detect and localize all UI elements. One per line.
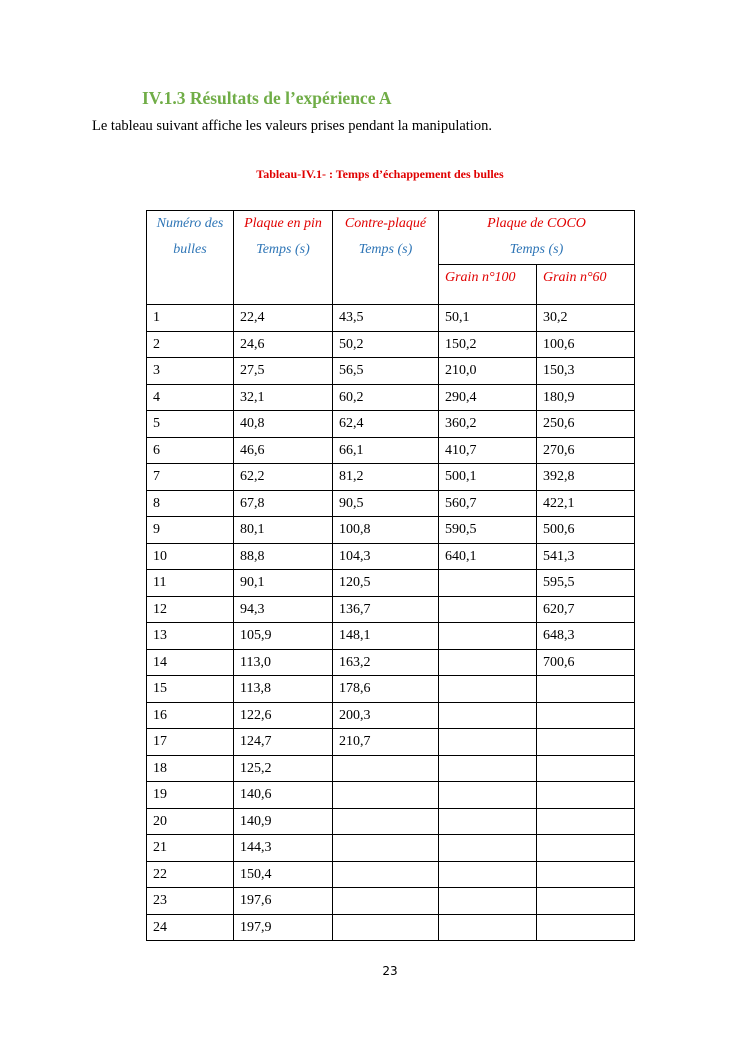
pine-time-cell: 140,6 (234, 782, 333, 809)
table-row (147, 888, 635, 915)
bubble-number-cell: 15 (147, 676, 234, 703)
pine-time-cell: 27,5 (234, 358, 333, 385)
plywood-time-cell: 148,1 (333, 623, 439, 650)
coco-grain100-cell: 150,2 (439, 331, 537, 358)
coco-grain60-cell (537, 702, 635, 729)
header-pine-plate (234, 211, 333, 305)
coco-grain100-cell (439, 676, 537, 703)
header-pine-plate-title: Plaque en pin (244, 216, 322, 231)
header-grain-100: Grain n°100 (439, 264, 537, 304)
plywood-time-cell: 200,3 (333, 702, 439, 729)
plywood-time-cell: 56,5 (333, 358, 439, 385)
bubble-number-cell: 12 (147, 596, 234, 623)
coco-grain100-cell: 210,0 (439, 358, 537, 385)
plywood-time-cell: 66,1 (333, 437, 439, 464)
bubble-number-cell: 18 (147, 755, 234, 782)
bubble-number-cell: 5 (147, 411, 234, 438)
bubble-number-cell: 3 (147, 358, 234, 385)
coco-grain100-cell (439, 808, 537, 835)
table-caption: Tableau-IV.1- : Temps d’échappement des bulles (256, 167, 504, 181)
table-row (147, 676, 635, 703)
pine-time-cell: 144,3 (234, 835, 333, 862)
plywood-time-cell: 100,8 (333, 517, 439, 544)
table-row (147, 649, 635, 676)
plywood-time-cell: 81,2 (333, 464, 439, 491)
bubble-number-cell: 1 (147, 305, 234, 332)
bubble-number-cell: 9 (147, 517, 234, 544)
coco-grain60-cell (537, 676, 635, 703)
coco-grain60-cell: 100,6 (537, 331, 635, 358)
table-row (147, 835, 635, 862)
table-row (147, 437, 635, 464)
header-plywood (333, 211, 439, 305)
pine-time-cell: 197,6 (234, 888, 333, 915)
table-header (147, 211, 635, 305)
pine-time-cell: 124,7 (234, 729, 333, 756)
table-row (147, 358, 635, 385)
bubble-number-cell: 11 (147, 570, 234, 597)
table-row (147, 729, 635, 756)
plywood-time-cell: 50,2 (333, 331, 439, 358)
intro-paragraph: Le tableau suivant affiche les valeurs prises pendant la manipulation. (92, 118, 492, 134)
section-heading: IV.1.3 Résultats de l’expérience A (142, 88, 392, 108)
results-table (146, 210, 635, 941)
coco-grain60-cell (537, 755, 635, 782)
table-row (147, 543, 635, 570)
coco-grain100-cell: 590,5 (439, 517, 537, 544)
coco-grain100-cell (439, 702, 537, 729)
coco-grain100-cell (439, 914, 537, 941)
coco-grain100-cell (439, 623, 537, 650)
coco-grain100-cell (439, 729, 537, 756)
coco-grain60-cell (537, 808, 635, 835)
coco-grain100-cell: 560,7 (439, 490, 537, 517)
bubble-number-cell: 24 (147, 914, 234, 941)
table-row (147, 411, 635, 438)
pine-time-cell: 105,9 (234, 623, 333, 650)
plywood-time-cell (333, 782, 439, 809)
pine-time-cell: 125,2 (234, 755, 333, 782)
pine-time-cell: 46,6 (234, 437, 333, 464)
table-row (147, 755, 635, 782)
coco-grain60-cell (537, 782, 635, 809)
bubble-number-cell: 7 (147, 464, 234, 491)
coco-grain100-cell: 290,4 (439, 384, 537, 411)
pine-time-cell: 113,8 (234, 676, 333, 703)
pine-time-cell: 150,4 (234, 861, 333, 888)
header-coco-plate (439, 211, 635, 265)
plywood-time-cell (333, 755, 439, 782)
plywood-time-cell: 120,5 (333, 570, 439, 597)
table-row (147, 623, 635, 650)
header-coco-plate-title: Plaque de COCO (487, 216, 586, 231)
bubble-number-cell: 13 (147, 623, 234, 650)
header-pine-plate-unit: Temps (s) (256, 242, 310, 257)
page-number: 23 (382, 964, 398, 978)
coco-grain100-cell (439, 755, 537, 782)
bubble-number-cell: 8 (147, 490, 234, 517)
coco-grain100-cell: 410,7 (439, 437, 537, 464)
coco-grain100-cell: 50,1 (439, 305, 537, 332)
bubble-number-cell: 10 (147, 543, 234, 570)
bubble-number-cell: 20 (147, 808, 234, 835)
plywood-time-cell: 136,7 (333, 596, 439, 623)
plywood-time-cell (333, 888, 439, 915)
coco-grain100-cell: 360,2 (439, 411, 537, 438)
table-row (147, 517, 635, 544)
bubble-number-cell: 17 (147, 729, 234, 756)
plywood-time-cell: 62,4 (333, 411, 439, 438)
coco-grain100-cell (439, 596, 537, 623)
header-plywood-title: Contre-plaqué (344, 216, 427, 231)
pine-time-cell: 113,0 (234, 649, 333, 676)
coco-grain60-cell: 392,8 (537, 464, 635, 491)
header-grain-60: Grain n°60 (537, 264, 635, 304)
plywood-time-cell (333, 861, 439, 888)
plywood-time-cell: 210,7 (333, 729, 439, 756)
coco-grain100-cell (439, 835, 537, 862)
pine-time-cell: 90,1 (234, 570, 333, 597)
table-row (147, 464, 635, 491)
pine-time-cell: 62,2 (234, 464, 333, 491)
pine-time-cell: 40,8 (234, 411, 333, 438)
coco-grain60-cell: 648,3 (537, 623, 635, 650)
table-row (147, 808, 635, 835)
coco-grain60-cell: 250,6 (537, 411, 635, 438)
coco-grain60-cell: 180,9 (537, 384, 635, 411)
pine-time-cell: 80,1 (234, 517, 333, 544)
coco-grain100-cell (439, 888, 537, 915)
coco-grain100-cell (439, 649, 537, 676)
coco-grain60-cell: 620,7 (537, 596, 635, 623)
coco-grain60-cell: 270,6 (537, 437, 635, 464)
pine-time-cell: 32,1 (234, 384, 333, 411)
coco-grain100-cell (439, 861, 537, 888)
header-bubble-number-line1: Numéro des (156, 216, 224, 231)
header-plywood-unit: Temps (s) (358, 242, 413, 257)
bubble-number-cell: 21 (147, 835, 234, 862)
table-row (147, 490, 635, 517)
pine-time-cell: 24,6 (234, 331, 333, 358)
bubble-number-cell: 16 (147, 702, 234, 729)
coco-grain60-cell: 422,1 (537, 490, 635, 517)
plywood-time-cell: 163,2 (333, 649, 439, 676)
pine-time-cell: 94,3 (234, 596, 333, 623)
pine-time-cell: 197,9 (234, 914, 333, 941)
pine-time-cell: 67,8 (234, 490, 333, 517)
coco-grain100-cell: 500,1 (439, 464, 537, 491)
bubble-number-cell: 22 (147, 861, 234, 888)
pine-time-cell: 22,4 (234, 305, 333, 332)
table-row (147, 384, 635, 411)
coco-grain60-cell: 700,6 (537, 649, 635, 676)
coco-grain60-cell: 500,6 (537, 517, 635, 544)
header-bubble-number-line2: bulles (173, 242, 207, 257)
plywood-time-cell: 90,5 (333, 490, 439, 517)
table-row (147, 570, 635, 597)
coco-grain60-cell (537, 835, 635, 862)
bubble-number-cell: 6 (147, 437, 234, 464)
plywood-time-cell: 60,2 (333, 384, 439, 411)
coco-grain100-cell (439, 782, 537, 809)
table-row (147, 702, 635, 729)
bubble-number-cell: 19 (147, 782, 234, 809)
table-row (147, 914, 635, 941)
plywood-time-cell (333, 914, 439, 941)
table-row (147, 782, 635, 809)
plywood-time-cell: 178,6 (333, 676, 439, 703)
coco-grain100-cell (439, 570, 537, 597)
bubble-number-cell: 4 (147, 384, 234, 411)
bubble-number-cell: 14 (147, 649, 234, 676)
bubble-number-cell: 23 (147, 888, 234, 915)
bubble-number-cell: 2 (147, 331, 234, 358)
table-row (147, 331, 635, 358)
coco-grain60-cell: 30,2 (537, 305, 635, 332)
pine-time-cell: 122,6 (234, 702, 333, 729)
table-body (147, 305, 635, 941)
plywood-time-cell: 104,3 (333, 543, 439, 570)
pine-time-cell: 88,8 (234, 543, 333, 570)
coco-grain100-cell: 640,1 (439, 543, 537, 570)
coco-grain60-cell: 150,3 (537, 358, 635, 385)
table-row (147, 305, 635, 332)
table-row (147, 596, 635, 623)
pine-time-cell: 140,9 (234, 808, 333, 835)
coco-grain60-cell (537, 888, 635, 915)
coco-grain60-cell: 541,3 (537, 543, 635, 570)
plywood-time-cell (333, 808, 439, 835)
table-row (147, 861, 635, 888)
coco-grain60-cell (537, 729, 635, 756)
coco-grain60-cell: 595,5 (537, 570, 635, 597)
plywood-time-cell: 43,5 (333, 305, 439, 332)
plywood-time-cell (333, 835, 439, 862)
coco-grain60-cell (537, 914, 635, 941)
coco-grain60-cell (537, 861, 635, 888)
header-coco-plate-unit: Temps (s) (509, 242, 564, 257)
header-bubble-number (147, 211, 234, 305)
